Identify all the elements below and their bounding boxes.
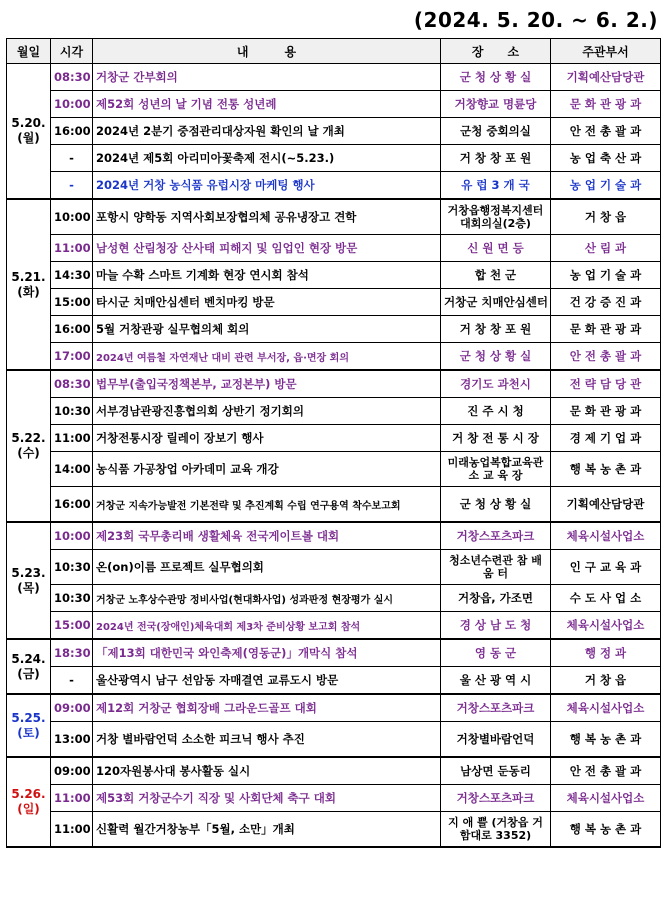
- place-cell: 군 청 상 황 실: [441, 343, 551, 371]
- place-cell: 거 창 전 통 시 장: [441, 425, 551, 452]
- dept-cell: 산 림 과: [551, 235, 661, 262]
- content-cell: 거창 별바람언덕 소소한 피크닉 행사 추진: [93, 722, 441, 758]
- header-dept: 주관부서: [551, 39, 661, 64]
- day-date: 5.20.: [11, 116, 46, 130]
- day-weekday: (금): [17, 666, 40, 681]
- schedule-row: [7, 316, 661, 343]
- content-cell: 온(on)이름 프로젝트 실무협의회: [93, 550, 441, 585]
- day-date: 5.23.: [11, 565, 46, 580]
- dept-cell: 거 창 읍: [551, 199, 661, 235]
- time-cell: 16:00: [51, 487, 93, 523]
- place-cell: 지 애 쁠 (거창읍 거함대로 3352): [441, 812, 551, 848]
- day-weekday: (화): [17, 284, 40, 299]
- header-content: 내 용: [93, 39, 441, 64]
- time-cell: 11:00: [51, 785, 93, 812]
- content-cell: 포항시 양학동 지역사회보장협의체 공유냉장고 견학: [93, 199, 441, 235]
- dept-cell: 안 전 총 괄 과: [551, 343, 661, 371]
- dept-cell: 문 화 관 광 과: [551, 398, 661, 425]
- day-weekday: (일): [17, 802, 40, 816]
- dept-cell: 행 정 과: [551, 639, 661, 667]
- time-cell: 10:30: [51, 585, 93, 612]
- dept-cell: 경 제 기 업 과: [551, 425, 661, 452]
- schedule-row: [7, 694, 661, 722]
- schedule-row: [7, 785, 661, 812]
- time-cell: 14:00: [51, 452, 93, 487]
- time-cell: 10:30: [51, 398, 93, 425]
- content-cell: 마늘 수확 스마트 기계화 현장 연시회 참석: [93, 262, 441, 289]
- dept-cell: 문 화 관 광 과: [551, 316, 661, 343]
- place-cell: 거창읍, 가조면: [441, 585, 551, 612]
- time-cell: 16:00: [51, 316, 93, 343]
- place-cell: 유 럽 3 개 국: [441, 172, 551, 200]
- time-cell: 18:30: [51, 639, 93, 667]
- content-cell: 서부경남관광진흥협의회 상반기 정기회의: [93, 398, 441, 425]
- place-cell: 청소년수련관 참 배 움 터: [441, 550, 551, 585]
- header-time: 시각: [51, 39, 93, 64]
- schedule-row: [7, 612, 661, 640]
- dept-cell: 기획예산담당관: [551, 487, 661, 523]
- dept-cell: 건 강 증 진 과: [551, 289, 661, 316]
- schedule-row: [7, 425, 661, 452]
- time-cell: 14:30: [51, 262, 93, 289]
- time-cell: 08:30: [51, 64, 93, 91]
- dept-cell: 농 업 기 술 과: [551, 262, 661, 289]
- place-cell: 남상면 둔동리: [441, 757, 551, 785]
- place-cell: 거창스포츠파크: [441, 785, 551, 812]
- time-cell: 10:00: [51, 522, 93, 550]
- day-date: 5.24.: [11, 651, 46, 666]
- day-cell: [7, 639, 51, 694]
- schedule-row: [7, 452, 661, 487]
- time-cell: 16:00: [51, 118, 93, 145]
- content-cell: 제12회 거창군 협회장배 그라운드골프 대회: [93, 694, 441, 722]
- time-cell: 09:00: [51, 694, 93, 722]
- schedule-row: [7, 199, 661, 235]
- time-cell: 09:00: [51, 757, 93, 785]
- dept-cell: 기획예산담당관: [551, 64, 661, 91]
- content-cell: 남성현 산림청장 산사태 피해지 및 임업인 현장 방문: [93, 235, 441, 262]
- content-cell: 제53회 거창군수기 직장 및 사회단체 축구 대회: [93, 785, 441, 812]
- place-cell: 거창읍행정복지센터 대회의실(2층): [441, 199, 551, 235]
- dept-cell: 체육시설사업소: [551, 694, 661, 722]
- place-cell: 거창향교 명륜당: [441, 91, 551, 118]
- content-cell: 울산광역시 남구 선암동 자매결연 교류도시 방문: [93, 667, 441, 695]
- schedule-row: [7, 172, 661, 200]
- place-cell: 거창스포츠파크: [441, 522, 551, 550]
- dept-cell: 안 전 총 괄 과: [551, 757, 661, 785]
- day-date: 5.21.: [11, 269, 46, 284]
- content-cell: 타시군 치매안심센터 벤치마킹 방문: [93, 289, 441, 316]
- header-row: [7, 39, 661, 64]
- content-cell: 2024년 여름철 자연재난 대비 관련 부서장, 읍·면장 회의: [93, 343, 441, 371]
- place-cell: 경기도 과천시: [441, 370, 551, 398]
- dept-cell: 체육시설사업소: [551, 612, 661, 640]
- dept-cell: 전 략 담 당 관: [551, 370, 661, 398]
- time-cell: 08:30: [51, 370, 93, 398]
- dept-cell: 체육시설사업소: [551, 785, 661, 812]
- place-cell: 울 산 광 역 시: [441, 667, 551, 695]
- content-cell: 제52회 성년의 날 기념 전통 성년례: [93, 91, 441, 118]
- content-cell: 2024년 제5회 아리미아꽃축제 전시(~5.23.): [93, 145, 441, 172]
- content-cell: 2024년 거창 농식품 유럽시장 마케팅 행사: [93, 172, 441, 200]
- schedule-row: [7, 235, 661, 262]
- schedule-row: [7, 91, 661, 118]
- time-cell: -: [51, 172, 93, 200]
- dept-cell: 행 복 농 촌 과: [551, 722, 661, 758]
- schedule-row: [7, 343, 661, 371]
- day-cell: [7, 199, 51, 370]
- schedule-row: [7, 585, 661, 612]
- dept-cell: 문 화 관 광 과: [551, 91, 661, 118]
- day-cell: [7, 370, 51, 522]
- day-weekday: (월): [17, 131, 40, 145]
- schedule-row: [7, 639, 661, 667]
- place-cell: 거창별바람언덕: [441, 722, 551, 758]
- schedule-row: [7, 522, 661, 550]
- place-cell: 영 동 군: [441, 639, 551, 667]
- time-cell: 10:00: [51, 199, 93, 235]
- day-date: 5.26.: [11, 787, 46, 801]
- content-cell: 2024년 2분기 중점관리대상자원 확인의 날 개최: [93, 118, 441, 145]
- schedule-row: [7, 667, 661, 695]
- header-date: 월일: [7, 39, 51, 64]
- day-cell: [7, 522, 51, 639]
- place-cell: 거 창 창 포 원: [441, 316, 551, 343]
- schedule-row: [7, 812, 661, 848]
- time-cell: 17:00: [51, 343, 93, 371]
- header-place: 장 소: [441, 39, 551, 64]
- schedule-row: [7, 64, 661, 91]
- schedule-row: [7, 757, 661, 785]
- content-cell: 2024년 전국(장애인)체육대회 제3차 준비상황 보고회 참석: [93, 612, 441, 640]
- day-date: 5.22.: [11, 431, 46, 445]
- content-cell: 120자원봉사대 봉사활동 실시: [93, 757, 441, 785]
- content-cell: 거창군 노후상수관망 정비사업(현대화사업) 성과판정 현장평가 실시: [93, 585, 441, 612]
- time-cell: -: [51, 145, 93, 172]
- dept-cell: 행 복 농 촌 과: [551, 812, 661, 848]
- content-cell: 제23회 국무총리배 생활체육 전국게이트볼 대회: [93, 522, 441, 550]
- dept-cell: 행 복 농 촌 과: [551, 452, 661, 487]
- dept-cell: 안 전 총 괄 과: [551, 118, 661, 145]
- schedule-row: [7, 118, 661, 145]
- schedule-row: [7, 550, 661, 585]
- content-cell: 신활력 월간거창농부「5월, 소만」개최: [93, 812, 441, 848]
- place-cell: 진 주 시 청: [441, 398, 551, 425]
- place-cell: 거창군 치매안심센터: [441, 289, 551, 316]
- schedule-row: [7, 289, 661, 316]
- day-date: 5.25.: [11, 710, 46, 725]
- time-cell: 13:00: [51, 722, 93, 758]
- content-cell: 「제13회 대한민국 와인축제(영동군)」개막식 참석: [93, 639, 441, 667]
- content-cell: 5월 거창관광 실무협의체 회의: [93, 316, 441, 343]
- time-cell: 11:00: [51, 235, 93, 262]
- place-cell: 미래농업복합교육관 소 교 육 장: [441, 452, 551, 487]
- dept-cell: 거 창 읍: [551, 667, 661, 695]
- time-cell: 10:30: [51, 550, 93, 585]
- time-cell: 11:00: [51, 425, 93, 452]
- time-cell: 15:00: [51, 289, 93, 316]
- dept-cell: 인 구 교 육 과: [551, 550, 661, 585]
- day-cell: [7, 757, 51, 847]
- place-cell: 거 창 창 포 원: [441, 145, 551, 172]
- schedule-row: [7, 398, 661, 425]
- time-cell: 15:00: [51, 612, 93, 640]
- schedule-row: [7, 262, 661, 289]
- place-cell: 경 상 남 도 청: [441, 612, 551, 640]
- day-weekday: (수): [17, 446, 40, 460]
- day-weekday: (목): [17, 580, 40, 595]
- place-cell: 군 청 상 황 실: [441, 487, 551, 523]
- schedule-row: [7, 145, 661, 172]
- time-cell: 11:00: [51, 812, 93, 848]
- schedule-row: [7, 370, 661, 398]
- schedule-body: [7, 64, 661, 848]
- dept-cell: 농 업 기 술 과: [551, 172, 661, 200]
- content-cell: 법무부(출입국정책본부, 교정본부) 방문: [93, 370, 441, 398]
- place-cell: 군 청 상 황 실: [441, 64, 551, 91]
- dept-cell: 수 도 사 업 소: [551, 585, 661, 612]
- content-cell: 농식품 가공창업 아카데미 교육 개강: [93, 452, 441, 487]
- content-cell: 거창전통시장 릴레이 장보기 행사: [93, 425, 441, 452]
- place-cell: 합 천 군: [441, 262, 551, 289]
- dept-cell: 체육시설사업소: [551, 522, 661, 550]
- time-cell: -: [51, 667, 93, 695]
- place-cell: 군청 중회의실: [441, 118, 551, 145]
- schedule-row: [7, 487, 661, 523]
- schedule-period: (2024. 5. 20. ~ 6. 2.): [413, 8, 658, 32]
- content-cell: 거창군 지속가능발전 기본전략 및 추진계획 수립 연구용역 착수보고회: [93, 487, 441, 523]
- content-cell: 거창군 간부회의: [93, 64, 441, 91]
- day-weekday: (토): [17, 725, 40, 740]
- day-cell: [7, 64, 51, 200]
- place-cell: 신 원 면 등: [441, 235, 551, 262]
- day-cell: [7, 694, 51, 757]
- schedule-table: [6, 38, 661, 848]
- time-cell: 10:00: [51, 91, 93, 118]
- place-cell: 거창스포츠파크: [441, 694, 551, 722]
- schedule-row: [7, 722, 661, 758]
- dept-cell: 농 업 축 산 과: [551, 145, 661, 172]
